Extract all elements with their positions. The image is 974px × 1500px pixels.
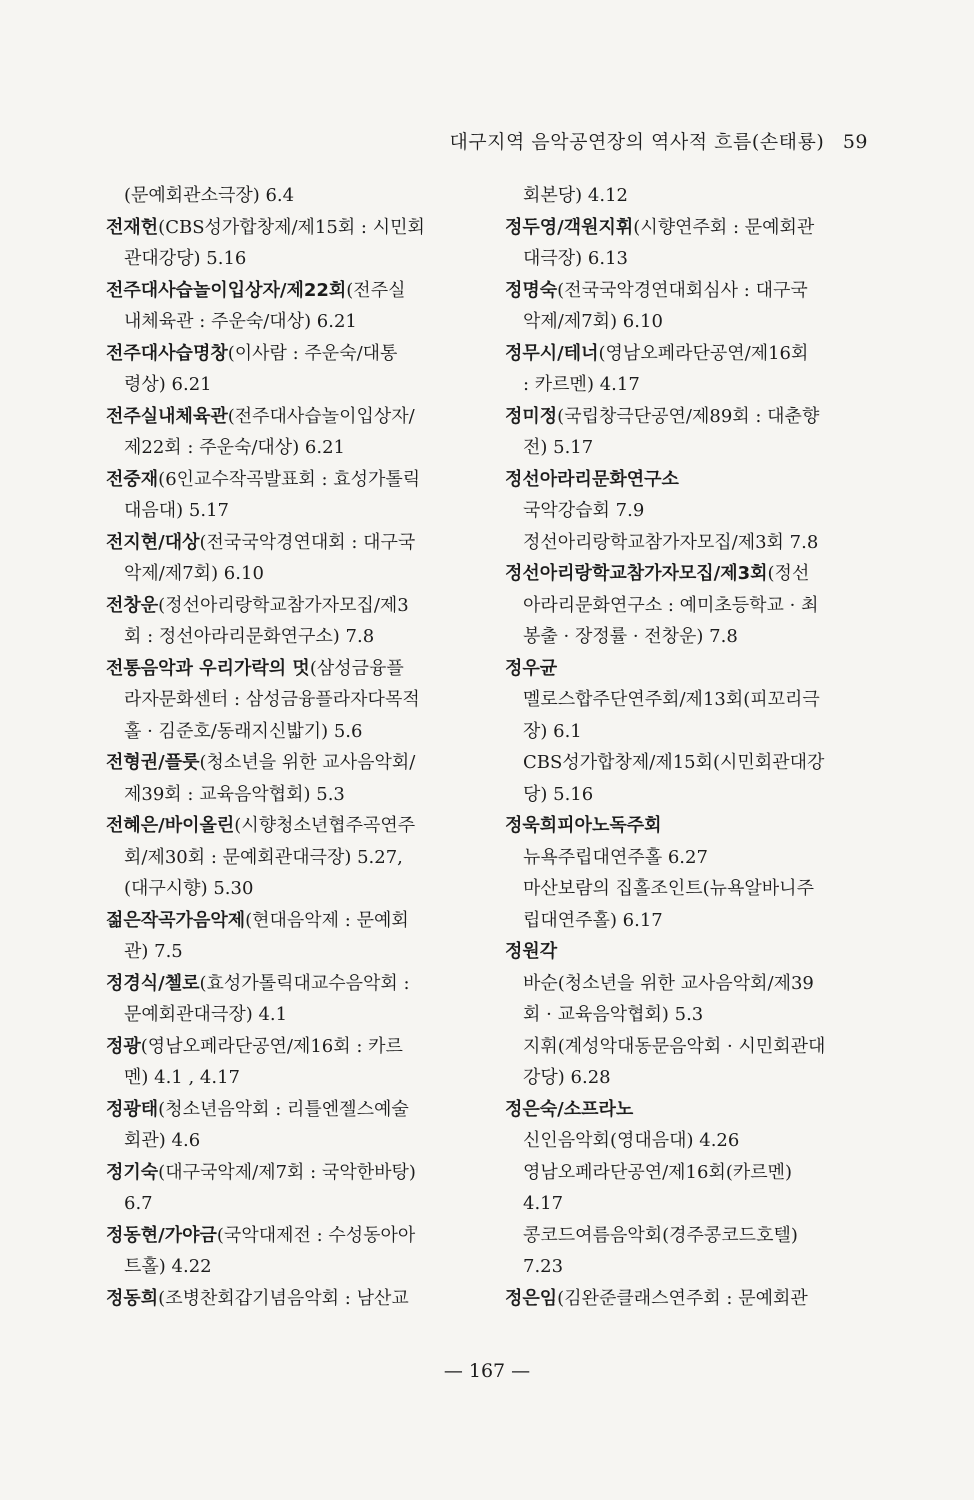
index-continuation-line: 대극장) 6.13 (523, 248, 628, 269)
index-continuation-line: 회 : 정선아라리문화연구소) 7.8 (124, 626, 375, 647)
entry-term: 정원각 (505, 941, 558, 962)
index-continuation-line: 멘) 4.1 , 4.17 (124, 1067, 241, 1088)
index-continuation-line: : 카르멘) 4.17 (523, 374, 640, 395)
entry-term: 정은임 (505, 1287, 558, 1309)
index-subentry-line: 정선아리랑학교참가자모집/제3회 7.8 (523, 531, 819, 553)
entry-detail: (전주대사습놀이입상자/ (227, 405, 415, 427)
index-continuation-line: 트홀) 4.22 (124, 1256, 212, 1277)
index-entry-heading (505, 212, 885, 244)
index-entry-heading (106, 527, 486, 559)
entry-term: 정동현/가야금 (106, 1224, 217, 1246)
index-entry-heading (505, 653, 885, 685)
index-entry-heading (106, 653, 486, 685)
index-entry-heading (106, 1031, 486, 1063)
index-entry-heading (505, 464, 885, 496)
index-continuation-line: 회관) 4.6 (124, 1130, 201, 1151)
index-entry-heading (505, 1283, 885, 1315)
index-continuation-line: 4.17 (523, 1193, 564, 1214)
index-subentry-line: CBS성가합창제/제15회(시민회관대강 (523, 752, 825, 773)
index-continuation-line: 아라리문화연구소 : 예미초등학교 · 최 (523, 594, 819, 616)
entry-detail: (시향청소년협주곡연주 (234, 815, 416, 836)
index-entry-heading (106, 747, 486, 779)
index-entry-heading (106, 968, 486, 1000)
running-header (449, 127, 868, 154)
entry-term: 정은숙/소프라노 (505, 1098, 634, 1120)
index-subentry-line: 콩코드여름음악회(경주콩코드호텔) (523, 1224, 798, 1246)
entry-term: 전혜은/바이올린 (106, 815, 235, 836)
index-continuation-line: 강당) 6.28 (523, 1067, 611, 1088)
entry-term: 전재헌 (106, 216, 159, 238)
index-entry-heading (106, 401, 486, 433)
index-entry-heading (106, 212, 486, 244)
index-continuation-line: 악제/제7회) 6.10 (124, 563, 264, 584)
index-entry-heading (106, 1283, 486, 1315)
entry-detail: (6인교수작곡발표회 : 효성가톨릭 (158, 468, 421, 490)
entry-detail: (전국국악경연대회 : 대구국 (199, 531, 416, 553)
index-entry-heading (106, 275, 486, 307)
index-entry-heading (505, 936, 885, 968)
index-subentry-line: 국악강습회 7.9 (523, 500, 645, 521)
entry-term: 전주대사습놀이입상자/제22회 (106, 279, 347, 301)
index-subentry-line: 바순(청소년을 위한 교사음악회/제39 (523, 972, 814, 994)
index-continuation-line: 제22회 : 주운숙/대상) 6.21 (124, 437, 346, 458)
index-entry-heading (106, 810, 486, 842)
entry-detail: (전국국악경연대회심사 : 대구국 (557, 279, 808, 301)
index-entry-heading (505, 275, 885, 307)
index-entry-heading (505, 401, 885, 433)
index-entry-heading (106, 590, 486, 622)
entry-term: 정광태 (106, 1098, 159, 1120)
right-index-column (505, 180, 885, 1314)
entry-detail: (국악대제전 : 수성동아아 (216, 1224, 416, 1246)
entry-term: 정무시/테너 (505, 342, 599, 364)
entry-term: 정두영/객원지휘 (505, 216, 634, 238)
index-continuation-line: 문예회관대극장) 4.1 (124, 1004, 288, 1025)
index-continuation-line: 악제/제7회) 6.10 (523, 311, 663, 332)
entry-term: 전형권/플룻 (106, 752, 200, 773)
entry-term: 전창운 (106, 594, 159, 616)
index-continuation-line: (문예회관소극장) 6.4 (124, 185, 295, 206)
index-continuation-line: 회 · 교육음악협회) 5.3 (523, 1004, 704, 1025)
entry-detail: (김완준클래스연주회 : 문예회관 (557, 1287, 808, 1309)
entry-term: 젊은작곡가음악제 (106, 909, 246, 931)
index-entry-heading (106, 1220, 486, 1252)
entry-detail: (영남오페라단공연/제16회 : 카르 (140, 1035, 403, 1057)
entry-detail: (청소년음악회 : 리틀엔젤스예술 (158, 1098, 409, 1120)
entry-term: 정명숙 (505, 279, 558, 301)
entry-detail: (정선 (767, 563, 810, 584)
index-continuation-line: 6.7 (124, 1193, 153, 1214)
entry-term: 정광 (106, 1035, 141, 1057)
index-entry-heading (106, 1157, 486, 1189)
entry-detail: (전주실 (346, 279, 406, 301)
entry-term: 정동희 (106, 1287, 159, 1309)
index-subentry-line: 지휘(계성악대동문음악회 · 시민회관대 (523, 1035, 826, 1057)
index-continuation-line: 내체육관 : 주운숙/대상) 6.21 (124, 311, 357, 332)
index-continuation-line: 라자문화센터 : 삼성금융플라자다목적 (124, 689, 420, 710)
header-page-number: 59 (842, 131, 868, 153)
index-continuation-line: 회본당) 4.12 (523, 185, 628, 206)
index-continuation-line: 관) 7.5 (124, 941, 183, 962)
index-continuation-line: 봉출 · 장정률 · 전창운) 7.8 (523, 626, 738, 647)
index-subentry-line: 뉴욕주립대연주홀 6.27 (523, 846, 708, 868)
index-entry-heading (505, 338, 885, 370)
entry-term: 정욱희피아노독주회 (505, 815, 662, 836)
entry-term: 정우균 (505, 657, 558, 679)
index-continuation-line: 장) 6.1 (523, 720, 582, 742)
index-entry-heading (106, 905, 486, 937)
entry-term: 정미정 (505, 405, 558, 427)
left-index-column (106, 180, 486, 1314)
index-subentry-line: 영남오페라단공연/제16회(카르멘) (523, 1161, 793, 1183)
entry-term: 전통음악과 우리가락의 멋 (106, 657, 310, 679)
entry-term: 전지현/대상 (106, 531, 200, 553)
page-footer (0, 1360, 974, 1382)
index-continuation-line: 7.23 (523, 1256, 564, 1277)
index-entry-heading (505, 1094, 885, 1126)
running-title: 대구지역 음악공연장의 역사적 흐름(손태룡) (449, 131, 825, 153)
entry-detail: (삼성금융플 (309, 657, 404, 679)
entry-term: 정선아라리문화연구소 (505, 468, 679, 490)
entry-term: 정선아리랑학교참가자모집/제3회 (505, 563, 768, 584)
index-continuation-line: 령상) 6.21 (124, 374, 212, 395)
entry-detail: (CBS성가합창제/제15회 : 시민회 (158, 216, 425, 238)
entry-term: 정기숙 (106, 1161, 159, 1183)
index-continuation-line: 홀 · 김준호/동래지신밟기) 5.6 (124, 720, 363, 742)
entry-term: 전주실내체육관 (106, 405, 228, 427)
index-continuation-line: 관대강당) 5.16 (124, 248, 247, 269)
index-continuation-line: 전) 5.17 (523, 437, 594, 458)
entry-term: 정경식/첼로 (106, 972, 200, 994)
entry-detail: (영남오페라단공연/제16회 (598, 342, 809, 364)
index-continuation-line: (대구시향) 5.30 (124, 878, 254, 899)
entry-term: 전주대사습명창 (106, 342, 228, 364)
index-entry-heading (505, 558, 885, 590)
entry-detail: (현대음악제 : 문예회 (245, 909, 409, 931)
index-subentry-line: 멜로스합주단연주회/제13회(피꼬리극 (523, 689, 820, 710)
index-continuation-line: 당) 5.16 (523, 783, 594, 805)
index-entry-heading (106, 1094, 486, 1126)
index-entry-heading (505, 810, 885, 842)
entry-detail: (대구국악제/제7회 : 국악한바탕) (158, 1161, 416, 1183)
index-continuation-line: 립대연주홀) 6.17 (523, 909, 663, 931)
index-continuation-line: 대음대) 5.17 (124, 500, 229, 521)
entry-detail: (정선아리랑학교참가자모집/제3 (158, 594, 409, 616)
entry-detail: (이사람 : 주운숙/대통 (227, 342, 398, 364)
footer-page-number: — 167 — (443, 1360, 531, 1382)
index-subentry-line: 마산보람의 집홀조인트(뉴욕알바니주 (523, 878, 814, 899)
index-entry-heading (106, 338, 486, 370)
entry-detail: (청소년을 위한 교사음악회/ (199, 752, 416, 773)
entry-term: 전중재 (106, 468, 159, 490)
entry-detail: (시향연주회 : 문예회관 (633, 216, 815, 238)
entry-detail: (효성가톨릭대교수음악회 : (199, 972, 410, 994)
index-continuation-line: 제39회 : 교육음악협회) 5.3 (124, 783, 345, 805)
index-entry-heading (106, 464, 486, 496)
entry-detail: (국립창극단공연/제89회 : 대춘향 (557, 405, 820, 427)
entry-detail: (조병찬회갑기념음악회 : 남산교 (158, 1287, 409, 1309)
index-subentry-line: 신인음악회(영대음대) 4.26 (523, 1130, 740, 1151)
index-continuation-line: 회/제30회 : 문예회관대극장) 5.27, (124, 846, 403, 868)
